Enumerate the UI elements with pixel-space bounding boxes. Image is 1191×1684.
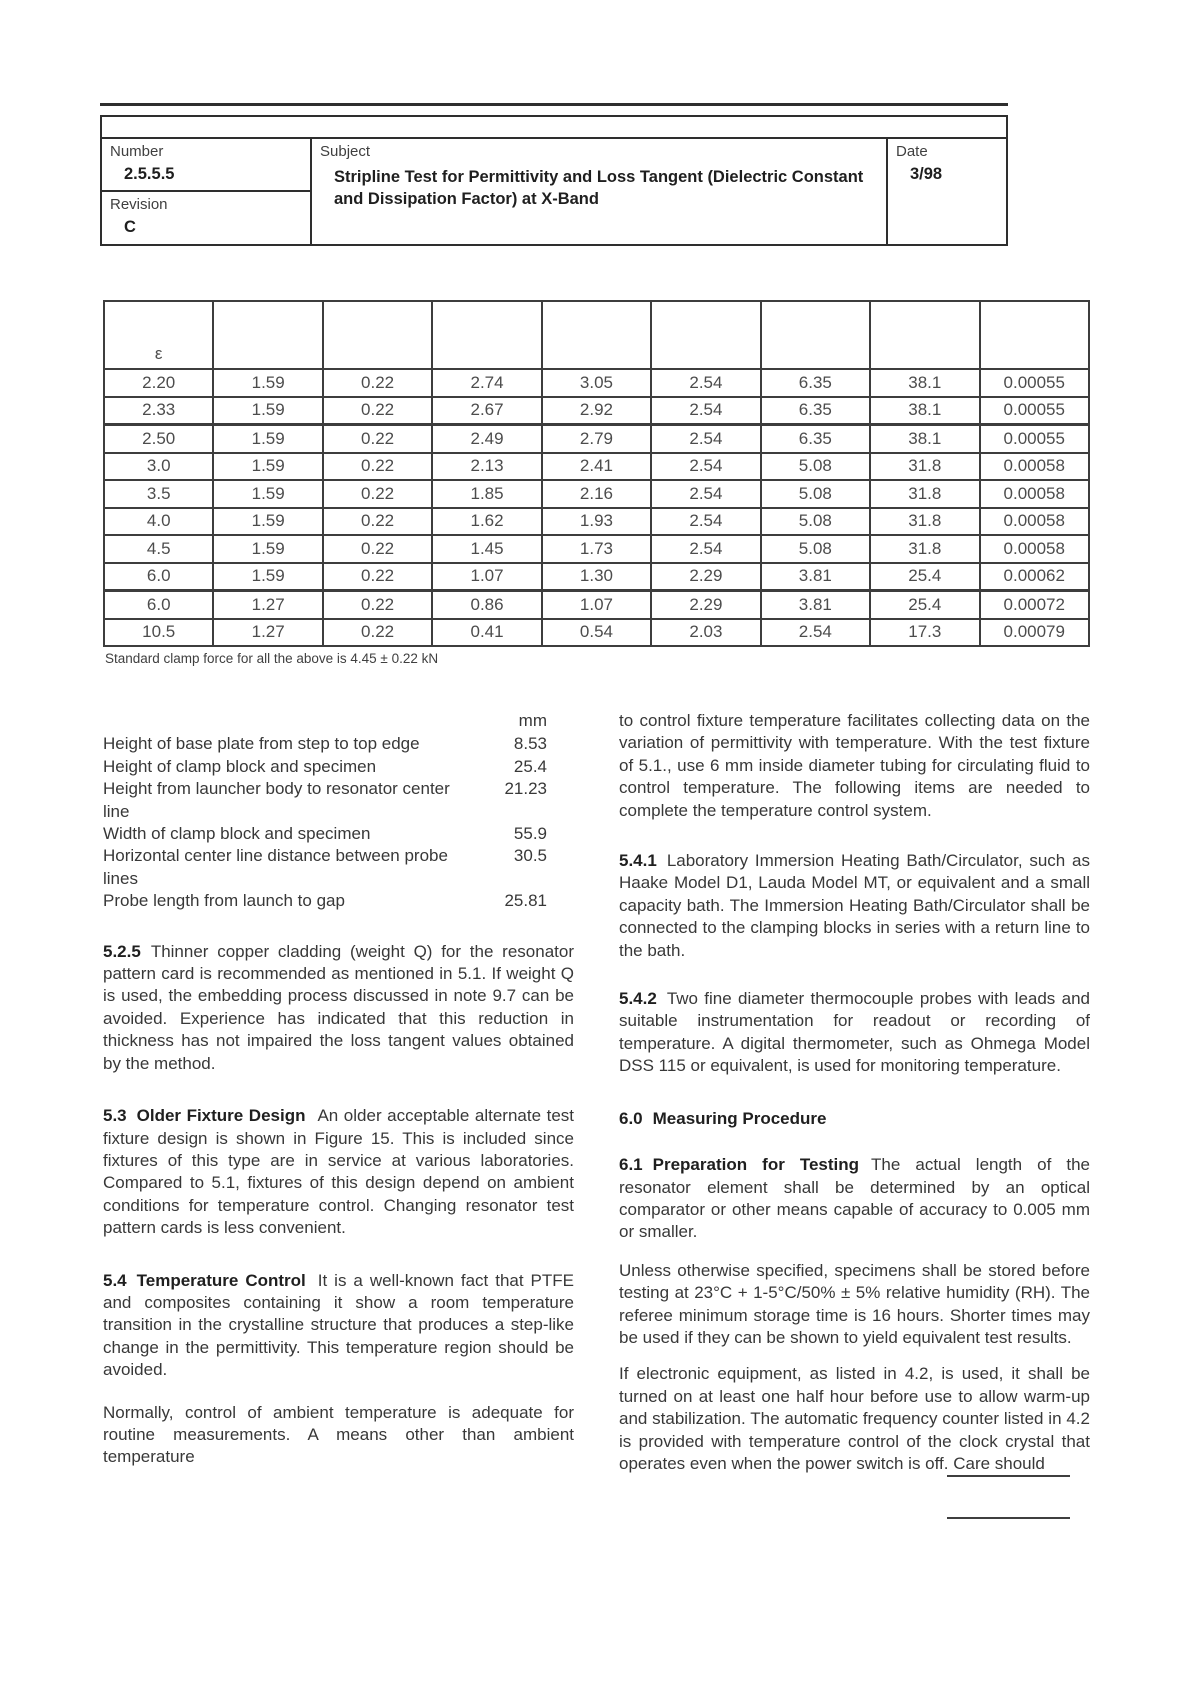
table-cell: 31.8: [870, 535, 979, 563]
subject-label: Subject: [320, 143, 371, 160]
table-cell: 2.41: [542, 453, 651, 481]
table-cell: 3.0: [104, 453, 213, 481]
table-cell: 1.59: [213, 425, 322, 453]
measurement-row: [103, 890, 547, 912]
table-cell: 6.0: [104, 591, 213, 619]
table-cell: 6.35: [761, 425, 870, 453]
table-header-cell: [432, 301, 541, 369]
measurement-value: 8.53: [513, 734, 547, 754]
table-cell: 0.22: [323, 563, 432, 591]
date-value: 3/98: [910, 165, 943, 183]
measurement-row: [103, 823, 547, 845]
table-cell: 3.5: [104, 480, 213, 508]
table-cell: 1.59: [213, 369, 322, 397]
section-5-4-1: [619, 850, 1090, 962]
measurement-value: 30.5: [513, 846, 547, 866]
table-cell: 2.54: [651, 369, 760, 397]
section-number: 6.1: [619, 1155, 643, 1175]
section-number: 5.4: [103, 1270, 127, 1290]
table-cell: 0.86: [432, 591, 541, 619]
table-cell: 0.00072: [980, 591, 1090, 619]
table-header-row: [104, 301, 1089, 369]
table-cell: 2.92: [542, 397, 651, 425]
table-cell: 2.29: [651, 591, 760, 619]
table-header-cell: [761, 301, 870, 369]
measurement-value: 25.81: [504, 891, 547, 911]
table-cell: 0.00055: [980, 369, 1090, 397]
number-revision-column: [102, 139, 312, 244]
table-cell: 0.00058: [980, 508, 1090, 536]
table-cell: 1.59: [213, 453, 322, 481]
revision-value: C: [124, 218, 136, 236]
table-cell: 5.08: [761, 453, 870, 481]
table-cell: 1.62: [432, 508, 541, 536]
number-value: 2.5.5.5: [124, 165, 175, 183]
table-row: [104, 480, 1089, 508]
table-cell: 38.1: [870, 369, 979, 397]
title-block-top-strip: [102, 117, 1006, 139]
table-row: [104, 535, 1089, 563]
subject-value: Stripline Test for Permittivity and Loss Tangent (Dielectric Constant and Dissipation Factor) at X-Band: [334, 168, 864, 208]
date-label: Date: [896, 143, 928, 160]
table-row: [104, 591, 1089, 619]
title-block-main: [102, 139, 1006, 244]
measurement-row: [103, 845, 547, 890]
number-cell: [102, 139, 310, 192]
table-cell: 0.00055: [980, 425, 1090, 453]
section-number: 5.3: [103, 1106, 127, 1126]
table-cell: 2.54: [761, 619, 870, 647]
table-head: [104, 301, 1089, 369]
section-number: 5.4.2: [619, 989, 657, 1009]
table-cell: 3.05: [542, 369, 651, 397]
table-cell: 2.50: [104, 425, 213, 453]
table-cell: 2.54: [651, 425, 760, 453]
table-cell: 0.00058: [980, 480, 1090, 508]
table-cell: 2.49: [432, 425, 541, 453]
table-header-cell: [323, 301, 432, 369]
section-5-3: [103, 1105, 574, 1239]
resonator-dimensions-table: [103, 300, 1090, 647]
table-cell: 4.5: [104, 535, 213, 563]
table-header-cell: [213, 301, 322, 369]
table-cell: 2.54: [651, 508, 760, 536]
table-cell: 5.08: [761, 535, 870, 563]
table-cell: 2.03: [651, 619, 760, 647]
table-cell: 1.93: [542, 508, 651, 536]
section-number: 6.0: [619, 1108, 643, 1128]
section-title: Temperature Control: [136, 1270, 306, 1290]
table-cell: 0.22: [323, 453, 432, 481]
table-cell: 1.45: [432, 535, 541, 563]
table-header-cell: [980, 301, 1090, 369]
table-cell: 0.00062: [980, 563, 1090, 591]
table-cell: 2.54: [651, 397, 760, 425]
table-header-cell: [542, 301, 651, 369]
table-body: [104, 369, 1089, 646]
paragraph-unless: Unless otherwise specified, specimens shall be stored before testing at 23°C + 1-5°C/50% ± 5% relative humidity (RH). The referee minimum storage time is 16 hours. Shorter times may be used if they can be shown to yield equivalent test results.: [619, 1260, 1090, 1347]
table-header-cell: [870, 301, 979, 369]
left-column: [103, 710, 574, 1490]
table-cell: 2.79: [542, 425, 651, 453]
table-row: [104, 508, 1089, 536]
section-text: Thinner copper cladding (weight Q) for the resonator pattern card is recommended as mentioned in 5.1. If weight Q is used, the embedding process discussed in note 9.7 can be avoided. Experience has indicated that this reduction in thickness has not impaired the loss tangent values obtained by the method.: [103, 941, 574, 1073]
table-cell: 1.30: [542, 563, 651, 591]
table-cell: 0.22: [323, 508, 432, 536]
measurement-value: 55.9: [513, 824, 547, 844]
table-cell: 0.54: [542, 619, 651, 647]
measurement-value: 21.23: [504, 779, 547, 799]
table-cell: 1.59: [213, 508, 322, 536]
table-cell: 0.22: [323, 397, 432, 425]
table-cell: 0.00079: [980, 619, 1090, 647]
right-column: [619, 710, 1090, 1490]
table-cell: 2.13: [432, 453, 541, 481]
table-cell: 0.22: [323, 425, 432, 453]
section-number: 5.4.1: [619, 851, 657, 871]
table-cell: 2.67: [432, 397, 541, 425]
table-cell: 38.1: [870, 425, 979, 453]
section-text: It is a well-known fact that PTFE and composites containing it show a room temperature transition in the crystalline structure that produces a step-like change in the permittivity. This temperature region should be avoided.: [103, 1270, 575, 1380]
table-cell: 4.0: [104, 508, 213, 536]
measurement-row: [103, 756, 547, 778]
measurement-label: Height of base plate from step to top edge: [103, 734, 420, 754]
section-number: 5.2.5: [103, 941, 141, 961]
table-row: [104, 397, 1089, 425]
table-cell: 2.54: [651, 453, 760, 481]
table-cell: 5.08: [761, 508, 870, 536]
revision-cell: [102, 192, 310, 244]
measurement-value: 25.4: [513, 756, 547, 776]
table-cell: 0.22: [323, 619, 432, 647]
section-text: Two fine diameter thermocouple probes with leads and suitable instrumentation for readout or recording of temperature. A digital thermometer, such as Ohmega Model DSS 115 or equivalent, is used for monitoring temperature.: [619, 989, 1090, 1076]
section-6-1: [619, 1154, 1090, 1244]
table-cell: 0.00055: [980, 397, 1090, 425]
table-cell: 31.8: [870, 480, 979, 508]
table-cell: 6.35: [761, 369, 870, 397]
table-cell: 2.33: [104, 397, 213, 425]
table-cell: 38.1: [870, 397, 979, 425]
table-cell: 1.59: [213, 535, 322, 563]
table-cell: 0.22: [323, 480, 432, 508]
measurement-label: Height from launcher body to resonator center line: [103, 779, 450, 821]
revision-label: Revision: [110, 196, 168, 213]
measurement-row: [103, 778, 547, 823]
section-text: An older acceptable alternate test fixture design is shown in Figure 15. This is included since fixtures of this type are in service at various laboratories. Compared to 5.1, fixtures of this design depend on ambient conditions for temperature control. Changing resonator test pattern cards is less convenient.: [103, 1106, 574, 1238]
table-cell: 31.8: [870, 508, 979, 536]
table-row: [104, 563, 1089, 591]
table-cell: 0.22: [323, 535, 432, 563]
table-cell: 31.8: [870, 453, 979, 481]
table-cell: 1.85: [432, 480, 541, 508]
measurement-label: Height of clamp block and specimen: [103, 756, 377, 776]
body-columns: [103, 710, 1090, 1490]
measurement-label: Horizontal center line distance between probe lines: [103, 846, 448, 888]
table-row: [104, 369, 1089, 397]
section-5-2-5: [103, 941, 574, 1075]
table-cell: 1.07: [542, 591, 651, 619]
table-cell: 25.4: [870, 563, 979, 591]
bottom-rule: [947, 1517, 1070, 1519]
measurements-unit: mm: [518, 711, 547, 730]
table-cell: 1.27: [213, 591, 322, 619]
table-cell: 2.16: [542, 480, 651, 508]
table-cell: 0.22: [323, 591, 432, 619]
table-cell: 0.22: [323, 369, 432, 397]
title-block: [100, 115, 1008, 246]
number-label: Number: [110, 143, 164, 160]
paragraph-continued: to control fixture temperature facilitates collecting data on the variation of permittivity with temperature. With the test fixture of 5.1., use 6 mm inside diameter tubing for circulating fluid to control temperature. The following items are needed to complete the temperature control system.: [619, 711, 1090, 820]
table-header-epsilon: ε: [104, 301, 213, 369]
paragraph-normally: Normally, control of ambient temperature is adequate for routine measurements. A means other than ambient temperature: [103, 1402, 574, 1467]
measurements-list: [103, 710, 574, 913]
section-title: Preparation for Testing: [652, 1155, 860, 1175]
section-text: Laboratory Immersion Heating Bath/Circulator, such as Haake Model D1, Lauda Model MT, or equivalent and a small capacity bath. The Immersion Heating Bath/Circulator shall be connected to the clamping blocks in series with a return line to the bath.: [619, 851, 1090, 960]
table-row: [104, 453, 1089, 481]
table-footnote: Standard clamp force for all the above is 4.45 ± 0.22 kN: [105, 651, 439, 666]
table-cell: 1.73: [542, 535, 651, 563]
subject-cell: [312, 139, 888, 244]
table-row: [104, 425, 1089, 453]
table-cell: 1.59: [213, 563, 322, 591]
measurement-label: Probe length from launch to gap: [103, 891, 345, 911]
measurement-rows: [103, 733, 547, 912]
bottom-rule: [947, 1475, 1070, 1477]
table-cell: 3.81: [761, 591, 870, 619]
table-cell: 17.3: [870, 619, 979, 647]
date-cell: [888, 139, 1006, 244]
section-text: The actual length of the resonator element shall be determined by an optical comparator or other means capable of accuracy to 0.005 mm or smaller.: [619, 1155, 1090, 1242]
table-header-cell: [651, 301, 760, 369]
table-cell: 2.74: [432, 369, 541, 397]
table-cell: 1.27: [213, 619, 322, 647]
table-cell: 5.08: [761, 480, 870, 508]
measurement-row: [103, 733, 547, 755]
table-cell: 6.0: [104, 563, 213, 591]
table-cell: 3.81: [761, 563, 870, 591]
table-cell: 1.59: [213, 397, 322, 425]
table-cell: 1.07: [432, 563, 541, 591]
section-5-4-2: [619, 988, 1090, 1078]
measurement-label: Width of clamp block and specimen: [103, 824, 371, 844]
table-cell: 2.54: [651, 535, 760, 563]
top-rule: [100, 103, 1008, 106]
table-cell: 2.20: [104, 369, 213, 397]
table-cell: 0.00058: [980, 535, 1090, 563]
section-title: Older Fixture Design: [136, 1106, 306, 1126]
section-title: Measuring Procedure: [652, 1108, 827, 1128]
table-cell: 2.29: [651, 563, 760, 591]
section-5-4: [103, 1270, 574, 1382]
table-cell: 2.54: [651, 480, 760, 508]
heading-6-0: [619, 1108, 1090, 1130]
table-row: [104, 619, 1089, 647]
table-cell: 1.59: [213, 480, 322, 508]
table-cell: 0.00058: [980, 453, 1090, 481]
table-cell: 6.35: [761, 397, 870, 425]
table-cell: 0.41: [432, 619, 541, 647]
table-cell: 10.5: [104, 619, 213, 647]
paragraph-if-electronic: If electronic equipment, as listed in 4.2, is used, it shall be turned on at least one half hour before use to allow warm-up and stabilization. The automatic frequency counter listed in 4.2 is provided with temperature control of the clock crystal that operates even when the power switch is off. Care should: [619, 1364, 1090, 1473]
table-cell: 25.4: [870, 591, 979, 619]
